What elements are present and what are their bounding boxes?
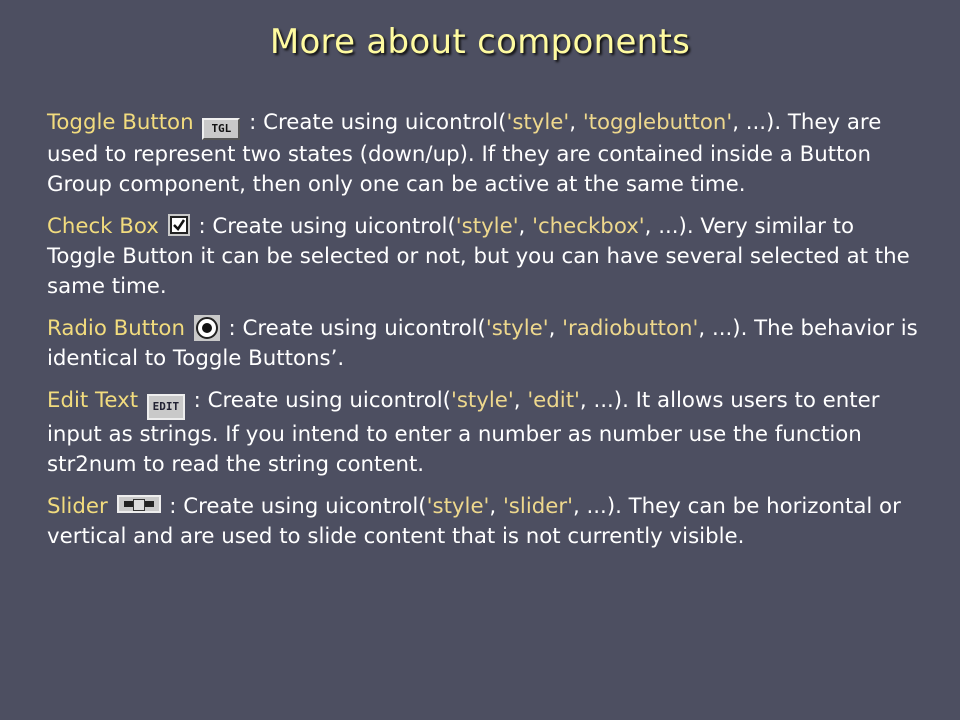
item-toggle-button <box>47 108 927 200</box>
text-pre: : Create using uicontrol( <box>198 214 456 239</box>
text-mid: , <box>513 388 528 413</box>
item-check-box <box>47 212 927 302</box>
term-toggle-button: Toggle Button <box>47 110 194 135</box>
text-mid: , <box>569 110 583 135</box>
text-post: , ...). It allows users to enter input as strings. If you intend to enter a number as number use the function str2num to read the string content. <box>47 388 880 477</box>
term-radio-button: Radio Button <box>47 316 185 341</box>
togglebutton-icon: TGL <box>202 118 240 140</box>
text-pre: : Create using uicontrol( <box>228 316 486 341</box>
text-pre: : Create using uicontrol( <box>249 110 507 135</box>
text-mid: , <box>548 316 563 341</box>
text-mid: , <box>518 214 533 239</box>
slider-knob <box>133 499 145 511</box>
checkbox-icon <box>168 214 190 236</box>
literal-type: 'checkbox' <box>532 214 645 239</box>
item-radio-button <box>47 314 927 374</box>
slider-icon <box>117 495 161 513</box>
radiobutton-icon <box>194 315 220 341</box>
text-mid: , <box>489 494 503 519</box>
literal-style: 'style' <box>426 494 490 519</box>
edittext-icon: EDIT <box>147 394 185 420</box>
term-check-box: Check Box <box>47 214 159 239</box>
text-post: , ...). The behavior is identical to Toggle Buttons’. <box>47 316 918 371</box>
literal-type: 'radiobutton' <box>562 316 699 341</box>
literal-type: 'edit' <box>527 388 580 413</box>
text-post: , ...). Very similar to Toggle Button it can be selected or not, but you can have several selected at the same time. <box>47 214 910 299</box>
text-pre: : Create using uicontrol( <box>193 388 451 413</box>
item-slider <box>47 492 927 552</box>
slide-title: More about components <box>269 22 691 62</box>
term-edit-text: Edit Text <box>47 388 139 413</box>
text-post: , ...). They are used to represent two states (down/up). If they are contained inside a Button Group component, then only one can be active at the same time. <box>47 110 882 197</box>
literal-style: 'style' <box>455 214 519 239</box>
item-edit-text <box>47 386 927 480</box>
text-pre: : Create using uicontrol( <box>169 494 427 519</box>
slide-body <box>47 108 927 564</box>
text-post: , ...). They can be horizontal or vertical and are used to slide content that is not currently visible. <box>47 494 901 549</box>
literal-style: 'style' <box>450 388 514 413</box>
literal-style: 'style' <box>485 316 549 341</box>
literal-style: 'style' <box>506 110 570 135</box>
literal-type: 'togglebutton' <box>582 110 733 135</box>
literal-type: 'slider' <box>502 494 573 519</box>
term-slider: Slider <box>47 494 108 519</box>
